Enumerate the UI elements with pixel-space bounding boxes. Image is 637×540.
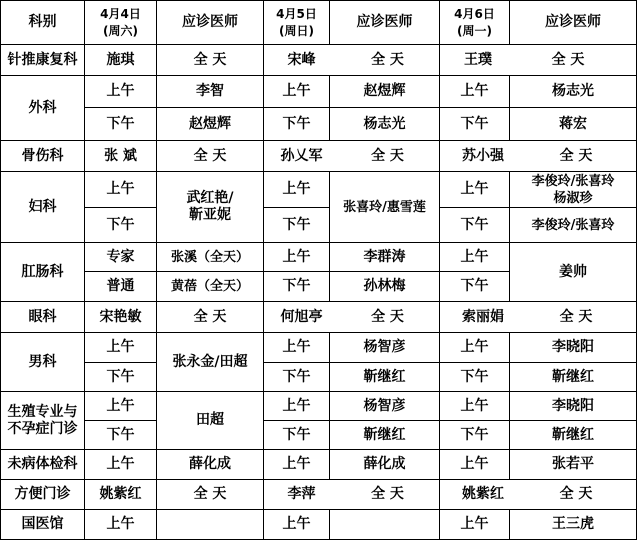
- dept-acupuncture: 针推康复科: [1, 45, 85, 76]
- anorectal-d3-am-label: 上午: [440, 243, 510, 272]
- national-d1-am-label: 上午: [85, 510, 157, 540]
- surgery-d3-am: 杨志光: [510, 76, 637, 108]
- anorectal-d1-expert: 张溪（全天）: [157, 243, 264, 272]
- andrology-d2-am-label: 上午: [264, 333, 330, 363]
- convenience-d1-doctor: 姚紫红: [85, 480, 157, 510]
- gynecology-d1: [157, 172, 264, 243]
- orthopedics-d1-allday: 全 天: [157, 141, 264, 172]
- gynecology-d2-am-label: 上午: [264, 172, 330, 208]
- surgery-d1-pm: 赵煜辉: [157, 108, 264, 141]
- surgery-d3-pm: 蒋宏: [510, 108, 637, 141]
- national-d3-am-label: 上午: [440, 510, 510, 540]
- header-day1: [85, 1, 157, 45]
- andrology-d3-am: 李晓阳: [510, 333, 637, 363]
- row-acupuncture: [1, 45, 637, 76]
- convenience-d2: [264, 480, 440, 510]
- reproductive-d2-pm-label: 下午: [264, 421, 330, 450]
- andrology-d2-pm-label: 下午: [264, 363, 330, 392]
- header-doctor-2: 应诊医师: [330, 1, 440, 45]
- reproductive-d2-pm: 靳继红: [330, 421, 440, 450]
- reproductive-d3-am: 李晓阳: [510, 392, 637, 421]
- surgery-d2-pm: 杨志光: [330, 108, 440, 141]
- acupuncture-d3-allday: 全 天: [551, 51, 585, 68]
- reproductive-d1-pm-label: 下午: [85, 421, 157, 450]
- national-d2-am-label: 上午: [264, 510, 330, 540]
- anorectal-d2-pm: 孙林梅: [330, 272, 440, 302]
- ophthalmology-d1-doctor: 宋艳敏: [85, 302, 157, 333]
- orthopedics-d3: [440, 141, 637, 172]
- header-doctor-3: 应诊医师: [510, 1, 637, 45]
- row-reproductive-am: [1, 392, 637, 421]
- convenience-d1-allday: 全 天: [157, 480, 264, 510]
- reproductive-d3-am-label: 上午: [440, 392, 510, 421]
- row-preventive: [1, 450, 637, 480]
- national-d1: [157, 510, 264, 540]
- gynecology-d3-am-line2: 杨淑珍: [553, 190, 593, 206]
- row-orthopedics: [1, 141, 637, 172]
- gynecology-d2: 张喜玲/惠雪莲: [330, 172, 440, 243]
- andrology-d1-am-label: 上午: [85, 333, 157, 363]
- ophthalmology-d3: [440, 302, 637, 333]
- surgery-d2-am: 赵煜辉: [330, 76, 440, 108]
- national-d3: 王三虎: [510, 510, 637, 540]
- row-andrology-am: [1, 333, 637, 363]
- gynecology-d1-pm-label: 下午: [85, 208, 157, 243]
- ophthalmology-d3-allday: 全 天: [559, 308, 593, 325]
- convenience-d3-doctor: 姚紫红: [462, 486, 504, 502]
- dept-preventive: 未病体检科: [1, 450, 85, 480]
- dept-convenience: 方便门诊: [1, 480, 85, 510]
- orthopedics-d1-doctor: 张 斌: [85, 141, 157, 172]
- header-day2-date: 4月5日: [276, 6, 317, 21]
- preventive-d2: 薛化成: [330, 450, 440, 480]
- anorectal-d1-regular: 黄蓓（全天）: [157, 272, 264, 302]
- surgery-d2-am-label: 上午: [264, 76, 330, 108]
- convenience-d3: [440, 480, 637, 510]
- dept-reproductive-line1: 生殖专业与: [7, 403, 78, 420]
- orthopedics-d3-allday: 全 天: [559, 147, 593, 164]
- ophthalmology-d2: [264, 302, 440, 333]
- gynecology-d3-pm: 李俊玲/张喜玲: [510, 208, 637, 243]
- surgery-d1-pm-label: 下午: [85, 108, 157, 141]
- dept-anorectal: 肛肠科: [1, 243, 85, 302]
- ophthalmology-d3-doctor: 索丽娟: [462, 308, 504, 325]
- gynecology-d3-pm-label: 下午: [440, 208, 510, 243]
- andrology-d3-am-label: 上午: [440, 333, 510, 363]
- header-day2-week: (周日): [279, 23, 314, 38]
- header-day3: [440, 1, 510, 45]
- gynecology-d1-line1: 武红艳/: [186, 190, 234, 206]
- header-dept: 科别: [1, 1, 85, 45]
- andrology-d2-pm: 靳继红: [330, 363, 440, 392]
- acupuncture-d2-doctor: 宋峰: [287, 51, 316, 68]
- dept-reproductive-line2: 不孕症门诊: [7, 420, 78, 437]
- anorectal-d3: 姜帅: [510, 243, 637, 302]
- acupuncture-d3-doctor: 王璞: [464, 51, 492, 68]
- dept-gynecology: 妇科: [1, 172, 85, 243]
- orthopedics-d2: [264, 141, 440, 172]
- header-doctor-1: 应诊医师: [157, 1, 264, 45]
- reproductive-d2-am-label: 上午: [264, 392, 330, 421]
- preventive-d3: 张若平: [510, 450, 637, 480]
- gynecology-d1-am-label: 上午: [85, 172, 157, 208]
- dept-orthopedics: 骨伤科: [1, 141, 85, 172]
- preventive-d1: 薛化成: [157, 450, 264, 480]
- surgery-d3-am-label: 上午: [440, 76, 510, 108]
- andrology-d1-pm-label: 下午: [85, 363, 157, 392]
- header-day1-week: (周六): [103, 23, 138, 38]
- reproductive-d1: 田超: [157, 392, 264, 450]
- row-andrology-pm: [1, 363, 637, 392]
- orthopedics-d2-doctor: 孙乂军: [280, 147, 323, 164]
- row-convenience: [1, 480, 637, 510]
- convenience-d3-allday: 全 天: [559, 486, 593, 502]
- dept-andrology: 男科: [1, 333, 85, 392]
- preventive-d3-am-label: 上午: [440, 450, 510, 480]
- preventive-d1-am-label: 上午: [85, 450, 157, 480]
- andrology-d3-pm-label: 下午: [440, 363, 510, 392]
- convenience-d2-doctor: 李萍: [287, 486, 316, 502]
- anorectal-d2-pm-label: 下午: [264, 272, 330, 302]
- header-day1-date: 4月4日: [100, 6, 141, 21]
- acupuncture-d3: [440, 45, 637, 76]
- row-surgery-pm: [1, 108, 637, 141]
- orthopedics-d2-allday: 全 天: [371, 147, 404, 164]
- ophthalmology-d2-doctor: 何旭亭: [280, 308, 323, 325]
- header-row: [1, 1, 637, 45]
- acupuncture-d1-doctor: 施琪: [85, 45, 157, 76]
- header-day3-week: (周一): [457, 23, 492, 38]
- national-d2: [330, 510, 440, 540]
- andrology-d1: 张永金/田超: [157, 333, 264, 392]
- gynecology-d2-pm-label: 下午: [264, 208, 330, 243]
- row-gynecology-pm: [1, 208, 637, 243]
- reproductive-d1-am-label: 上午: [85, 392, 157, 421]
- ophthalmology-d2-allday: 全 天: [371, 308, 404, 325]
- row-surgery-am: [1, 76, 637, 108]
- gynecology-d3-am-line1: 李俊玲/张喜玲: [531, 173, 615, 189]
- preventive-d2-am-label: 上午: [264, 450, 330, 480]
- convenience-d2-allday: 全 天: [371, 486, 404, 502]
- dept-national: 国医馆: [1, 510, 85, 540]
- surgery-d1-am: 李智: [157, 76, 264, 108]
- acupuncture-d2-allday: 全 天: [371, 51, 404, 68]
- surgery-d3-pm-label: 下午: [440, 108, 510, 141]
- anorectal-expert-label: 专家: [85, 243, 157, 272]
- dept-ophthalmology: 眼科: [1, 302, 85, 333]
- header-day3-date: 4月6日: [454, 6, 495, 21]
- row-ophthalmology: [1, 302, 637, 333]
- anorectal-d3-pm-label: 下午: [440, 272, 510, 302]
- acupuncture-d1-allday: 全 天: [157, 45, 264, 76]
- gynecology-d3-am: [510, 172, 637, 208]
- surgery-d2-pm-label: 下午: [264, 108, 330, 141]
- andrology-d3-pm: 靳继红: [510, 363, 637, 392]
- andrology-d2-am: 杨智彦: [330, 333, 440, 363]
- ophthalmology-d1-allday: 全 天: [157, 302, 264, 333]
- acupuncture-d2: [264, 45, 440, 76]
- surgery-d1-am-label: 上午: [85, 76, 157, 108]
- anorectal-d2-am-label: 上午: [264, 243, 330, 272]
- anorectal-regular-label: 普通: [85, 272, 157, 302]
- row-gynecology-am: [1, 172, 637, 208]
- row-reproductive-pm: [1, 421, 637, 450]
- anorectal-d2-am: 李群涛: [330, 243, 440, 272]
- gynecology-d1-line2: 靳亚妮: [189, 207, 231, 223]
- orthopedics-d3-doctor: 苏小强: [462, 147, 504, 164]
- header-day2: [264, 1, 330, 45]
- gynecology-d3-am-label: 上午: [440, 172, 510, 208]
- reproductive-d3-pm: 靳继红: [510, 421, 637, 450]
- reproductive-d3-pm-label: 下午: [440, 421, 510, 450]
- row-anorectal-am: [1, 243, 637, 272]
- dept-surgery: 外科: [1, 76, 85, 141]
- reproductive-d2-am: 杨智彦: [330, 392, 440, 421]
- row-national: [1, 510, 637, 540]
- dept-reproductive: [1, 392, 85, 450]
